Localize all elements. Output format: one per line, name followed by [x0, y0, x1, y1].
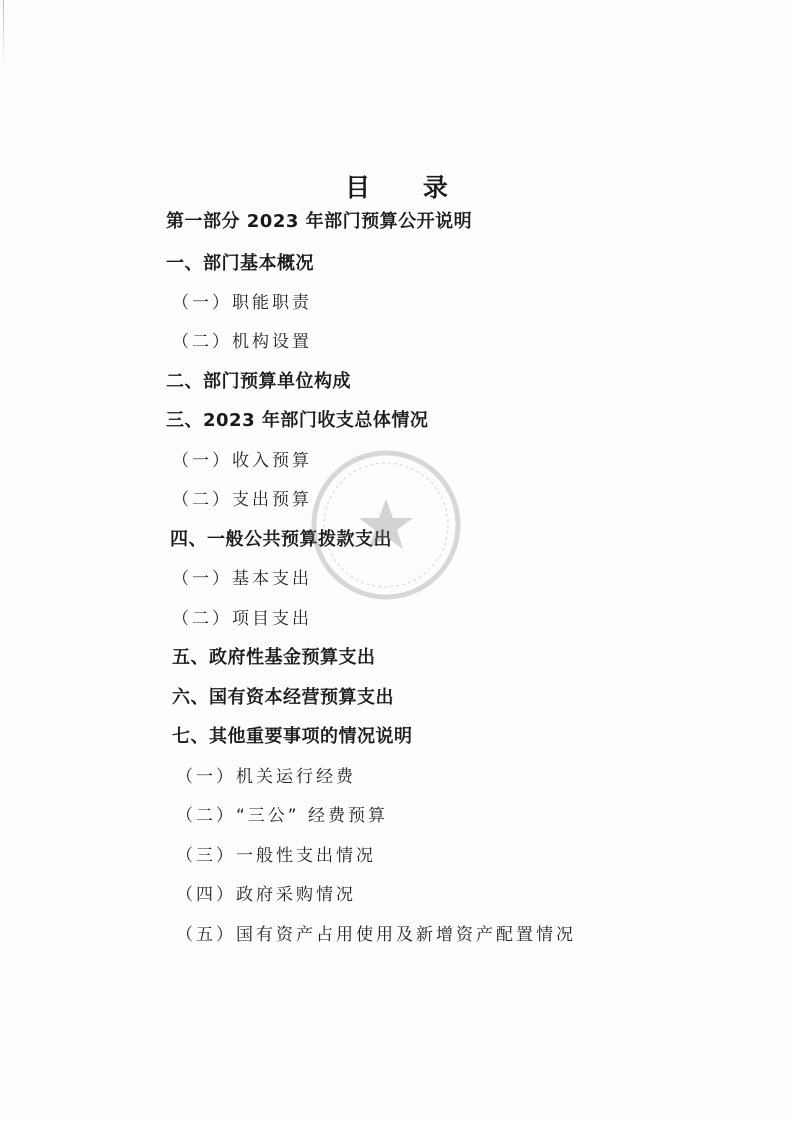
toc-entry-part-one: 第一部分 2023 年部门预算公开说明: [166, 211, 473, 232]
toc-entry-section-7-5: （五）国有资产占用使用及新增资产配置情况: [176, 925, 576, 945]
toc-entry-section-7-1: （一）机关运行经费: [176, 767, 356, 787]
toc-entry-section-1-2: （二）机构设置: [172, 332, 312, 352]
toc-entry-section-4-2: （二）项目支出: [172, 609, 312, 629]
toc-entry-section-1-1: （一）职能职责: [172, 293, 312, 313]
toc-entry-section-7-3: （三）一般性支出情况: [176, 846, 376, 866]
toc-entry-section-2: 二、部门预算单位构成: [166, 371, 351, 392]
toc-entry-section-6: 六、国有资本经营预算支出: [172, 687, 394, 708]
toc-entry-section-3-2: （二）支出预算: [172, 490, 312, 510]
toc-entry-section-4-1: （一）基本支出: [172, 569, 312, 589]
toc-entry-section-7-4: （四）政府采购情况: [176, 885, 356, 905]
toc-entry-section-4: 四、一般公共预算拨款支出: [170, 529, 392, 550]
toc-entry-section-3: 三、2023 年部门收支总体情况: [166, 410, 429, 431]
toc-entry-section-7-2: （二）“三公” 经费预算: [176, 806, 389, 826]
toc-entry-section-3-1: （一）收入预算: [172, 451, 312, 471]
page-title: 目 录: [345, 173, 470, 202]
toc-entry-section-1: 一、部门基本概况: [166, 253, 314, 274]
toc-entry-section-7: 七、其他重要事项的情况说明: [172, 726, 413, 747]
toc-entry-section-5: 五、政府性基金预算支出: [172, 647, 376, 668]
